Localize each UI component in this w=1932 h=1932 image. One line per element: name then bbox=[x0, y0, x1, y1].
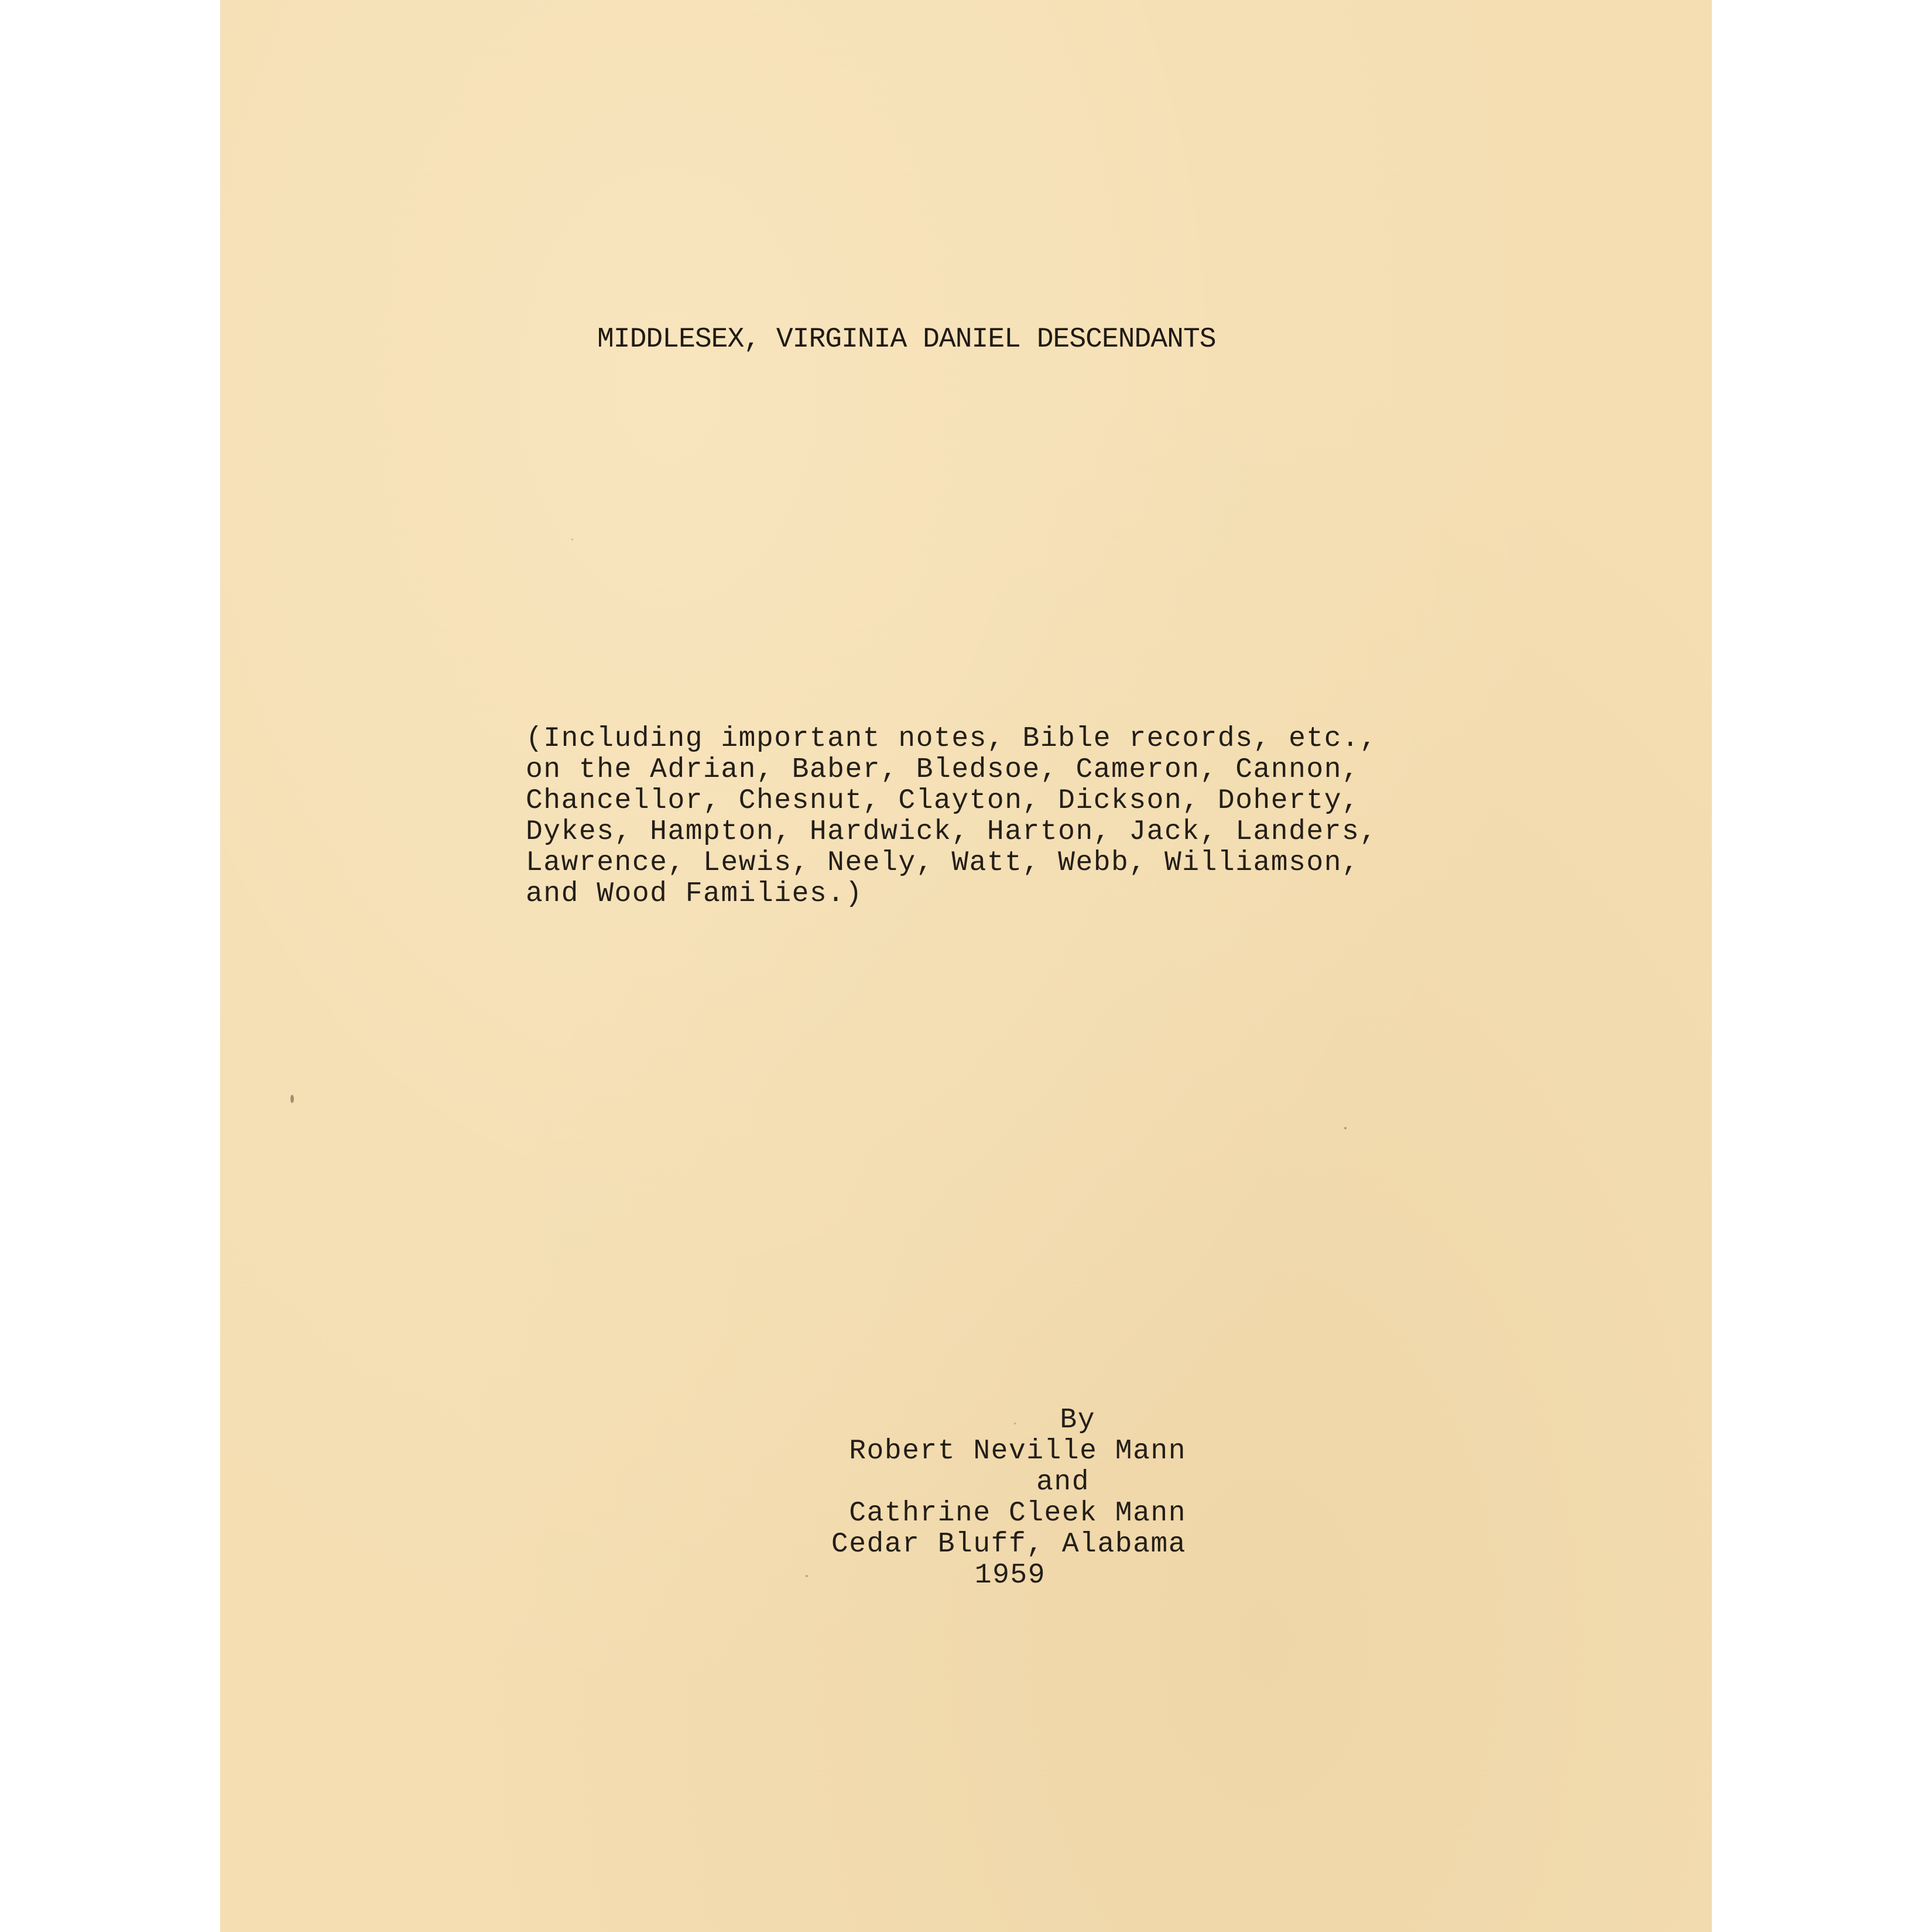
byline-and: and bbox=[1036, 1467, 1090, 1498]
byline-year: 1959 bbox=[974, 1560, 1046, 1591]
byline-by: By bbox=[1060, 1405, 1095, 1436]
paper-speck bbox=[1014, 1423, 1016, 1424]
byline-author-2: Cathrine Cleek Mann bbox=[849, 1498, 1186, 1529]
typed-page bbox=[220, 0, 1712, 1932]
subtitle-line: on the Adrian, Baber, Bledsoe, Cameron, Cannon, bbox=[526, 754, 1360, 786]
subtitle-line: Lawrence, Lewis, Neely, Watt, Webb, Williamson, bbox=[526, 847, 1360, 879]
paper-speck bbox=[1344, 1127, 1347, 1129]
paper-speck bbox=[290, 1095, 294, 1103]
subtitle-line: Chancellor, Chesnut, Clayton, Dickson, Doherty, bbox=[526, 785, 1360, 817]
byline bbox=[747, 1405, 1186, 1591]
subtitle-line: Dykes, Hampton, Hardwick, Harton, Jack, Landers, bbox=[526, 816, 1378, 848]
byline-place: Cedar Bluff, Alabama bbox=[831, 1529, 1186, 1560]
paper-speck bbox=[571, 539, 573, 540]
subtitle-line: and Wood Families.) bbox=[526, 878, 863, 910]
byline-author-1: Robert Neville Mann bbox=[849, 1436, 1186, 1467]
page-title: MIDDLESEX, VIRGINIA DANIEL DESCENDANTS bbox=[597, 324, 1216, 355]
paper-speck bbox=[806, 1575, 808, 1577]
subtitle-line: (Including important notes, Bible records, etc., bbox=[526, 723, 1378, 755]
subtitle-paragraph bbox=[526, 724, 1462, 910]
